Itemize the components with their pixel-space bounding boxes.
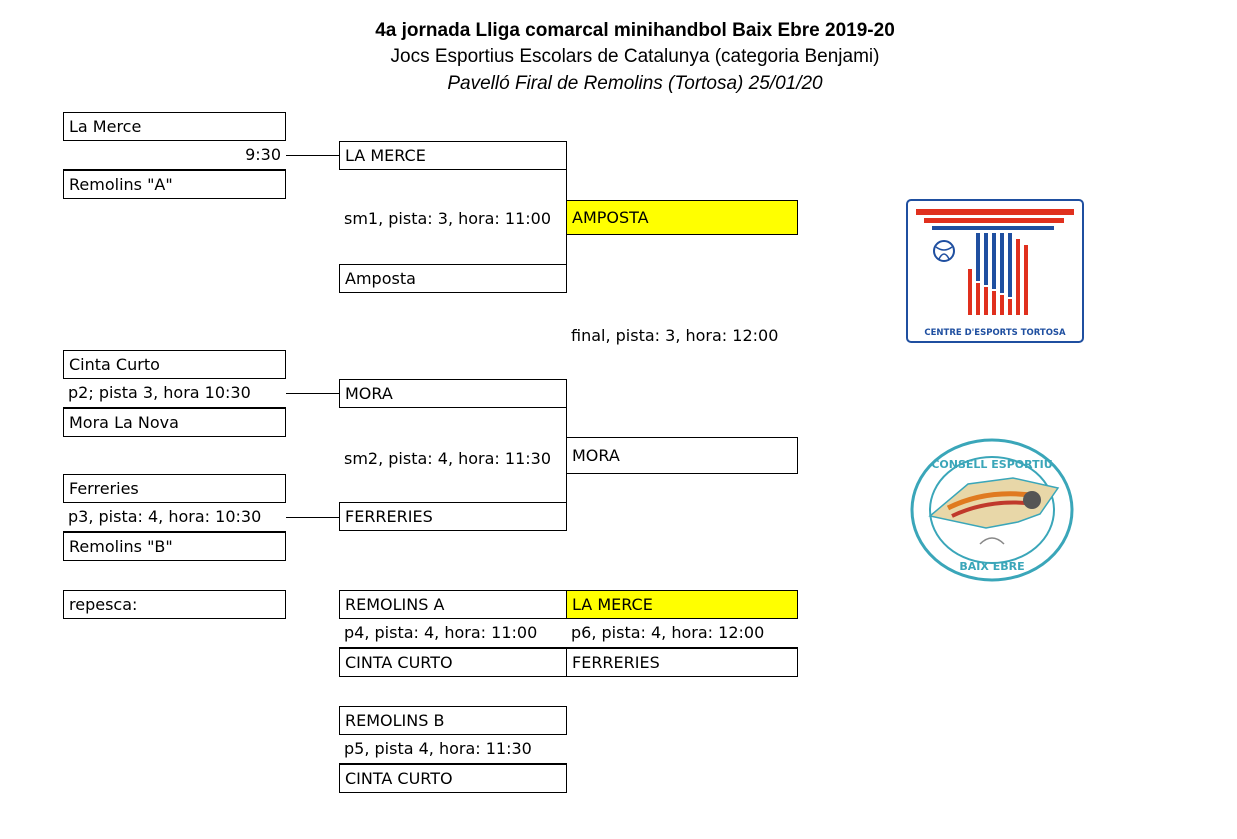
p3-info: p3, pista: 4, hora: 10:30	[63, 503, 286, 532]
tortosa-logo	[906, 199, 1084, 347]
sm2-team1: MORA	[339, 379, 567, 408]
p4-team2: CINTA CURTO	[339, 648, 567, 677]
consell-logo-top-text: CONSELL ESPORTIU	[931, 458, 1053, 471]
p6-info: p6, pista: 4, hora: 12:00	[566, 619, 798, 648]
connector	[286, 155, 340, 156]
connector	[286, 393, 340, 394]
venue-date: Pavelló Firal de Remolins (Tortosa) 25/01/20	[447, 73, 823, 94]
p1-team1: La Merce	[63, 112, 286, 141]
sm1-info: sm1, pista: 3, hora: 11:00	[344, 209, 552, 228]
tortosa-logo-text: CENTRE D'ESPORTS TORTOSA	[924, 328, 1066, 338]
consell-esportiu-logo	[908, 436, 1076, 588]
p2-team2: Mora La Nova	[63, 408, 286, 437]
p4-team1: REMOLINS A	[339, 590, 567, 619]
p5-info: p5, pista 4, hora: 11:30	[339, 735, 567, 764]
sm2-winner: MORA	[566, 437, 798, 474]
p5-team1: REMOLINS B	[339, 706, 567, 735]
sm1-team2: Amposta	[339, 264, 567, 293]
page-title: 4a jornada Lliga comarcal minihandbol Baix Ebre 2019-20	[375, 20, 895, 41]
p5-team2: CINTA CURTO	[339, 764, 567, 793]
p1-time: 9:30	[63, 141, 286, 170]
sm2-team2: FERRERIES	[339, 502, 567, 531]
page-subtitle: Jocs Esportius Escolars de Catalunya (categoria Benjami)	[390, 46, 880, 67]
repesca-label: repesca:	[63, 590, 286, 619]
final-info: final, pista: 3, hora: 12:00	[571, 326, 779, 345]
p6-team2: FERRERIES	[566, 648, 798, 677]
sm2-info: sm2, pista: 4, hora: 11:30	[344, 449, 552, 468]
p2-info: p2; pista 3, hora 10:30	[63, 379, 286, 408]
sm1-team1: LA MERCE	[339, 141, 567, 170]
connector	[286, 517, 340, 518]
p3-team1: Ferreries	[63, 474, 286, 503]
p1-team2: Remolins "A"	[63, 170, 286, 199]
p4-info: p4, pista: 4, hora: 11:00	[339, 619, 567, 648]
consell-logo-bottom-text: BAIX EBRE	[959, 560, 1025, 573]
p6-team1: LA MERCE	[566, 590, 798, 619]
sm1-winner: AMPOSTA	[566, 200, 798, 235]
p2-team1: Cinta Curto	[63, 350, 286, 379]
p3-team2: Remolins "B"	[63, 532, 286, 561]
